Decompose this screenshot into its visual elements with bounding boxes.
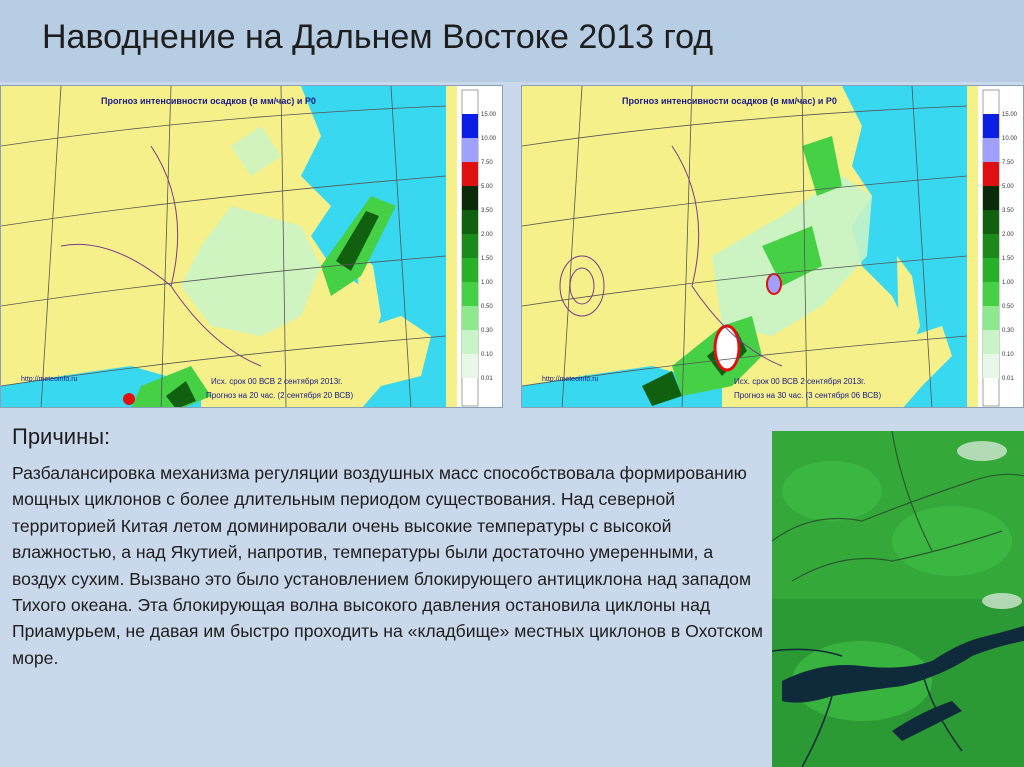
legend-level: 2.00	[481, 232, 493, 238]
legend-level: 2.00	[1002, 232, 1014, 238]
title-bar	[0, 0, 1024, 82]
legend-level: 3.50	[1002, 208, 1014, 214]
legend-level: 0.50	[481, 304, 493, 310]
legend-level: 0.30	[481, 328, 493, 334]
legend-level: 1.00	[1002, 280, 1014, 286]
map-header: Прогноз интенсивности осадков (в мм/час) и Р0	[622, 96, 837, 106]
legend-level: 3.50	[481, 208, 493, 214]
precipitation-forecast-map-1	[0, 85, 503, 408]
legend-level: 0.01	[1002, 376, 1014, 382]
legend-level: 1.50	[481, 256, 493, 262]
legend-level: 1.00	[481, 280, 493, 286]
map-source: http://meteoinfo.ru	[542, 376, 599, 383]
legend-level: 10.00	[481, 136, 497, 142]
map-source: http://meteoinfo.ru	[21, 376, 78, 383]
map-forecast-time: Прогноз на 20 час. (2 сентября 20 ВСВ)	[206, 391, 354, 400]
legend-level: 5.00	[1002, 184, 1014, 190]
legend-level: 15.00	[481, 112, 497, 118]
legend-level: 1.50	[1002, 256, 1014, 262]
legend-level: 15.00	[1002, 112, 1018, 118]
precipitation-forecast-map-2	[521, 85, 1024, 408]
legend-level: 0.50	[1002, 304, 1014, 310]
legend-level: 0.01	[481, 376, 493, 382]
slide-title: Наводнение на Дальнем Востоке 2013 год	[42, 18, 714, 56]
legend-level: 5.00	[481, 184, 493, 190]
legend-level: 7.50	[1002, 160, 1014, 166]
legend-level: 0.10	[481, 352, 493, 358]
satellite-image	[772, 431, 1024, 767]
map-issue-time: Исх. срок 00 ВСВ 2 сентября 2013г.	[734, 377, 866, 386]
legend-level: 7.50	[481, 160, 493, 166]
map-forecast-time: Прогноз на 30 час. (3 сентября 06 ВСВ)	[734, 391, 882, 400]
map-header: Прогноз интенсивности осадков (в мм/час) и Р0	[101, 96, 316, 106]
legend-level: 0.10	[1002, 352, 1014, 358]
reasons-text: Разбалансировка механизма регуляции воздушных масс способствовала формированию мощных циклонов с более длительным периодом существования. Над северной территорией Китая летом доминировали очень высокие температуры с высокой влажностью, а над Якутией, напротив, температуры были достаточно умеренными, а воздух сухим. Вызвано это было установлением блокирующего антициклона над западом Тихого океана. Эта блокирующая волна высокого давления остановила циклоны над Приамурьем, не давая им быстро проходить на «кладбище» местных циклонов в Охотском море.	[12, 463, 764, 668]
legend-level: 10.00	[1002, 136, 1018, 142]
reasons-heading: Причины:	[12, 424, 111, 449]
legend-level: 0.30	[1002, 328, 1014, 334]
map-issue-time: Исх. срок 00 ВСВ 2 сентября 2013г.	[211, 377, 343, 386]
